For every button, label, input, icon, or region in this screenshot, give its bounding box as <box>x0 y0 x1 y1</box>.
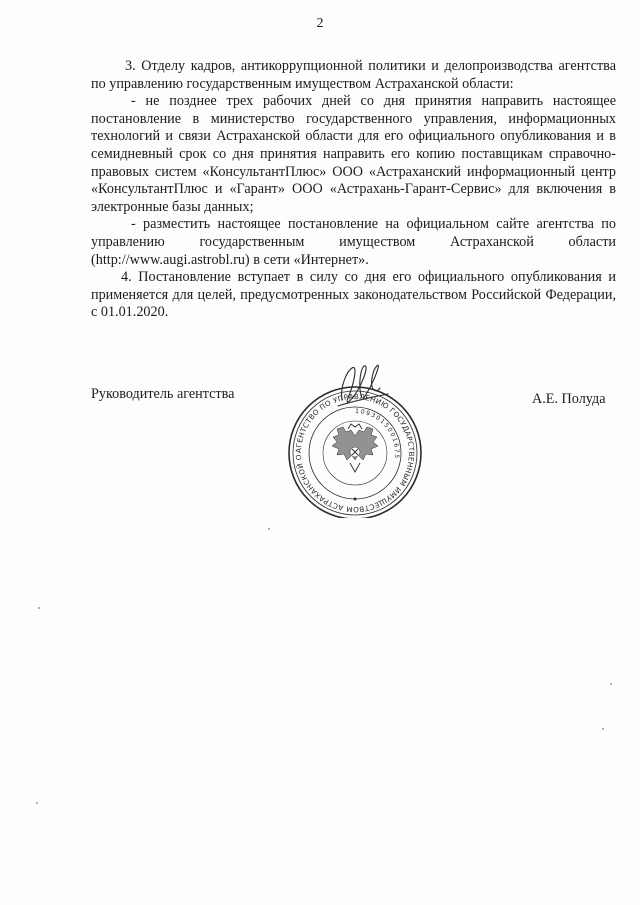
page-number: 2 <box>316 16 324 31</box>
paragraph-subitem-publication: - не позднее трех рабочих дней со дня принятия направить настоящее постановление в министерство государственного управления, информационных технологий и связи Астраханской области для его официального опубликования и в семидневный срок со дня принятия направить его копию поставщикам справочно-правовых систем «КонсультантПлюс» ООО «Астраханский информационный центр «КонсультантПлюс и «Гарант» ООО «Астрахань-Гарант-Сервис» для включения в электронные базы данных; <box>91 93 616 215</box>
signer-title: Руководитель агентства <box>91 386 235 402</box>
seal-outer-text: АГЕНТСТВО ПО УПРАВЛЕНИЮ ГОСУДАРСТВЕННЫМ ИМУЩЕСТВОМ АСТРАХАНСКОЙ О <box>293 391 417 515</box>
scan-speck <box>36 802 38 804</box>
scan-speck <box>38 607 40 609</box>
signer-name: А.Е. Полуда <box>532 391 606 407</box>
paragraph-item-3: 3. Отделу кадров, антикоррупционной политики и делопроизводства агентства по управлению государственным имуществом Астраханской области: <box>91 58 616 92</box>
paragraph-subitem-website: - разместить настоящее постановление на официальном сайте агентства по управлению государственным имуществом Астраханской области (http://www.augi.astrobl.ru) в сети «Интернет». <box>91 216 616 268</box>
document-body <box>91 58 616 322</box>
scan-speck <box>602 728 604 730</box>
official-seal-image <box>280 358 430 518</box>
coat-of-arms-icon <box>332 424 378 472</box>
paragraph-item-4: 4. Постановление вступает в силу со дня его официального опубликования и применяется для целей, предусмотренных законодательством Российской Федерации, с 01.01.2020. <box>91 269 616 321</box>
scan-speck <box>268 528 270 530</box>
scan-speck <box>610 683 612 685</box>
seal-inner-number: 1093015001675 <box>354 407 401 460</box>
